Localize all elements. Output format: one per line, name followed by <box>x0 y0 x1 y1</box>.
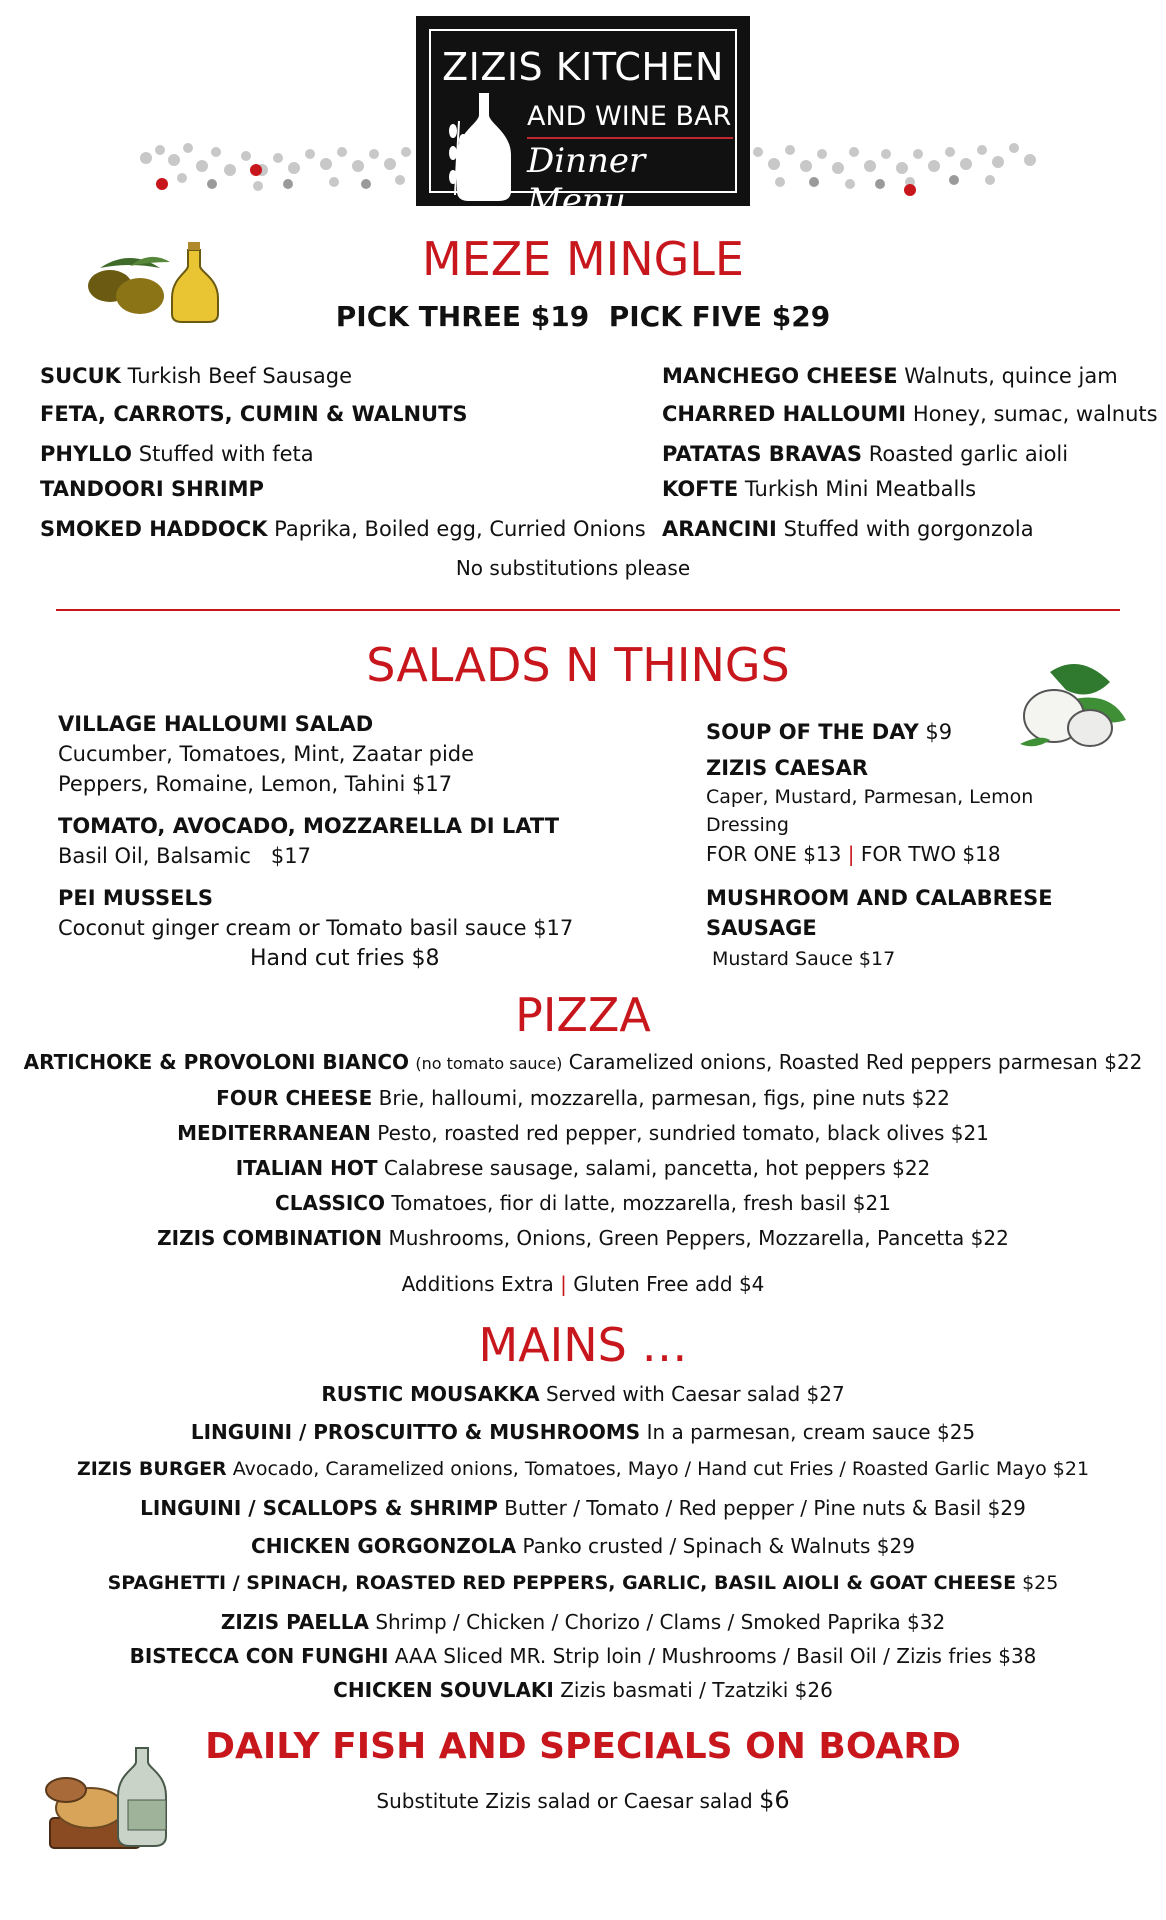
fries-price: Hand cut fries $8 <box>250 946 440 971</box>
main-item: BISTECCA CON FUNGHI AAA Sliced MR. Strip loin / Mushrooms / Basil Oil / Zizis fries $38 <box>129 1644 1037 1668</box>
main-item: ZIZIS BURGER Avocado, Caramelized onions, Tomatoes, Mayo / Hand cut Fries / Roasted Garlic Mayo $21 <box>76 1458 1090 1480</box>
pizza-item: ZIZIS COMBINATION Mushrooms, Onions, Green Peppers, Mozzarella, Pancetta $22 <box>157 1226 1009 1250</box>
salad-name: PEI MUSSELS <box>58 886 213 910</box>
logo-title: ZIZIS KITCHEN <box>442 45 724 89</box>
salad-desc: Mustard Sauce $17 <box>712 948 896 970</box>
olive-bottle-icon <box>449 91 519 201</box>
meze-item: TANDOORI SHRIMP <box>40 477 264 501</box>
decorative-dots-left <box>138 140 418 200</box>
salad-desc: Cucumber, Tomatoes, Mint, Zaatar pide <box>58 742 475 766</box>
decorative-dots-right <box>750 138 1040 198</box>
salad-desc: Peppers, Romaine, Lemon, Tahini $17 <box>58 772 453 796</box>
restaurant-logo <box>420 20 746 221</box>
meze-title: MEZE MINGLE <box>422 232 744 286</box>
salad-desc: Caper, Mustard, Parmesan, Lemon <box>706 786 1034 808</box>
meze-item: PHYLLO Stuffed with feta <box>40 442 314 466</box>
specials-title: DAILY FISH AND SPECIALS ON BOARD <box>205 1726 961 1767</box>
main-item: CHICKEN SOUVLAKI Zizis basmati / Tzatziki $26 <box>333 1678 833 1702</box>
salad-name: ZIZIS CAESAR <box>706 756 869 780</box>
salad-desc: Coconut ginger cream or Tomato basil sauce $17 <box>58 916 574 940</box>
meze-item: MANCHEGO CHEESE Walnuts, quince jam <box>662 364 1118 388</box>
pizza-item: CLASSICO Tomatoes, fior di latte, mozzarella, fresh basil $21 <box>275 1191 891 1215</box>
main-item: LINGUINI / SCALLOPS & SHRIMP Butter / Tomato / Red pepper / Pine nuts & Basil $29 <box>140 1496 1026 1520</box>
pizza-item: ARTICHOKE & PROVOLONI BIANCO (no tomato sauce) Caramelized onions, Roasted Red peppers parmesan $22 <box>23 1050 1143 1074</box>
logo-divider <box>527 137 733 139</box>
salad-name: VILLAGE HALLOUMI SALAD <box>58 712 374 736</box>
caesar-prices: FOR ONE $13 | FOR TWO $18 <box>706 842 1001 866</box>
main-item: CHICKEN GORGONZOLA Panko crusted / Spinach & Walnuts $29 <box>251 1534 915 1558</box>
meze-item: KOFTE Turkish Mini Meatballs <box>662 477 977 501</box>
mozzarella-basil-illustration <box>1010 660 1130 750</box>
salad-desc: Basil Oil, Balsamic $17 <box>58 844 311 868</box>
salad-name: TOMATO, AVOCADO, MOZZARELLA DI LATT <box>58 814 560 838</box>
main-item: LINGUINI / PROSCUITTO & MUSHROOMS In a parmesan, cream sauce $25 <box>190 1420 976 1444</box>
meze-item: PATATAS BRAVAS Roasted garlic aioli <box>662 442 1069 466</box>
mains-title: MAINS … <box>478 1318 688 1372</box>
meze-pricing: PICK THREE $19 PICK FIVE $29 <box>335 300 831 333</box>
pizza-item: FOUR CHEESE Brie, halloumi, mozzarella, parmesan, figs, pine nuts $22 <box>216 1086 950 1110</box>
meze-item: FETA, CARROTS, CUMIN & WALNUTS <box>40 402 468 426</box>
section-divider <box>56 609 1120 611</box>
bread-wine-illustration <box>40 1744 180 1864</box>
logo-subtitle: AND WINE BAR <box>527 101 732 132</box>
soup-item: SOUP OF THE DAY $9 <box>706 720 953 744</box>
meze-note: No substitutions please <box>455 556 691 580</box>
meze-item: SMOKED HADDOCK Paprika, Boiled egg, Curried Onions <box>40 517 646 541</box>
specials-substitute: Substitute Zizis salad or Caesar salad $6 <box>376 1786 790 1814</box>
pizza-title: PIZZA <box>515 988 651 1042</box>
meze-item: ARANCINI Stuffed with gorgonzola <box>662 517 1034 541</box>
salad-name: SAUSAGE <box>706 916 817 940</box>
salad-name: MUSHROOM AND CALABRESE <box>706 886 1053 910</box>
salad-desc: Dressing <box>706 814 789 836</box>
salads-title: SALADS N THINGS <box>366 638 790 692</box>
meze-item: CHARRED HALLOUMI Honey, sumac, walnuts <box>662 402 1158 426</box>
main-item: SPAGHETTI / SPINACH, ROASTED RED PEPPERS, GARLIC, BASIL AIOLI & GOAT CHEESE $25 <box>107 1572 1059 1594</box>
pizza-additions: Additions Extra | Gluten Free add $4 <box>401 1272 765 1296</box>
pizza-item: MEDITERRANEAN Pesto, roasted red pepper, sundried tomato, black olives $21 <box>177 1121 989 1145</box>
main-item: ZIZIS PAELLA Shrimp / Chicken / Chorizo / Clams / Smoked Paprika $32 <box>220 1610 946 1634</box>
pizza-item: ITALIAN HOT Calabrese sausage, salami, pancetta, hot peppers $22 <box>235 1156 931 1180</box>
main-item: RUSTIC MOUSAKKA Served with Caesar salad $27 <box>321 1382 845 1406</box>
logo-tagline: Dinner Menu <box>527 141 646 221</box>
meze-item: SUCUK Turkish Beef Sausage <box>40 364 352 388</box>
